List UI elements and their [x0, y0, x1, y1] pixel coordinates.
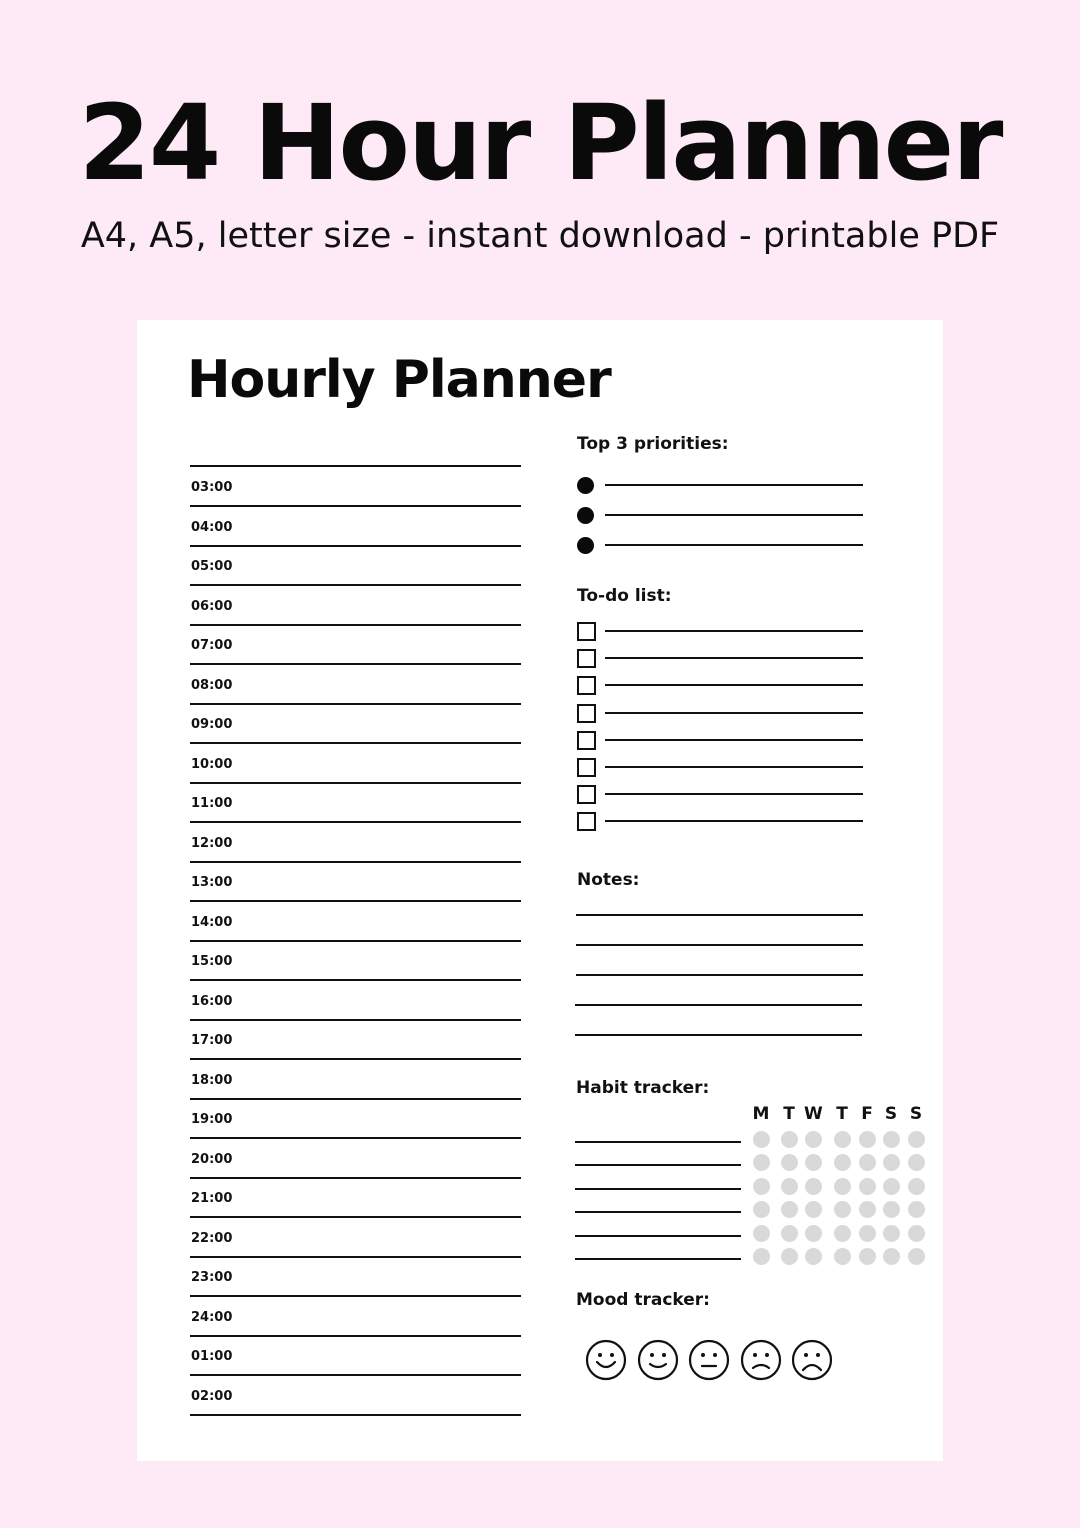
- hour-label: 24:00: [191, 1309, 233, 1325]
- notes-line[interactable]: [576, 974, 863, 976]
- hour-writing-line[interactable]: [190, 821, 521, 823]
- todo-line[interactable]: [605, 630, 863, 632]
- habit-dot[interactable]: [805, 1178, 822, 1195]
- habit-dot[interactable]: [883, 1154, 900, 1171]
- hour-label: 08:00: [191, 677, 233, 693]
- habit-dot[interactable]: [753, 1248, 770, 1265]
- hour-writing-line[interactable]: [190, 742, 521, 744]
- hour-writing-line[interactable]: [190, 1414, 521, 1416]
- habit-dot[interactable]: [805, 1154, 822, 1171]
- habit-dot[interactable]: [908, 1178, 925, 1195]
- habit-day-letter: S: [884, 1104, 898, 1124]
- todo-checkbox[interactable]: [577, 704, 596, 723]
- priorities-label: Top 3 priorities:: [577, 434, 729, 454]
- habit-dot[interactable]: [859, 1131, 876, 1148]
- hour-writing-line[interactable]: [190, 663, 521, 665]
- hour-writing-line[interactable]: [190, 782, 521, 784]
- hour-writing-line[interactable]: [190, 1256, 521, 1258]
- habit-dot[interactable]: [859, 1201, 876, 1218]
- todo-checkbox[interactable]: [577, 731, 596, 750]
- hour-label: 03:00: [191, 480, 233, 495]
- habit-dot[interactable]: [781, 1178, 798, 1195]
- mood-tracker-label: Mood tracker:: [576, 1290, 710, 1310]
- habit-day-letter: T: [836, 1104, 848, 1124]
- hour-label: 02:00: [191, 1388, 233, 1404]
- habit-dot[interactable]: [753, 1131, 770, 1148]
- notes-line[interactable]: [576, 914, 863, 916]
- habit-dot[interactable]: [781, 1225, 798, 1242]
- todo-checkbox[interactable]: [577, 785, 596, 804]
- habit-dot[interactable]: [753, 1201, 770, 1218]
- hour-label: 15:00: [191, 954, 233, 969]
- notes-line[interactable]: [575, 1004, 862, 1006]
- hour-label: 01:00: [191, 1349, 233, 1364]
- hour-writing-line[interactable]: [190, 900, 521, 902]
- hour-label: 07:00: [191, 638, 233, 653]
- hour-writing-line[interactable]: [190, 1374, 521, 1376]
- habit-dot[interactable]: [834, 1201, 851, 1218]
- happy-face-icon[interactable]: [637, 1339, 679, 1381]
- habit-dot[interactable]: [834, 1178, 851, 1195]
- todo-line[interactable]: [605, 820, 863, 822]
- todo-checkbox[interactable]: [577, 622, 596, 641]
- notes-line[interactable]: [576, 944, 863, 946]
- todo-checkbox[interactable]: [577, 812, 596, 831]
- habit-dot[interactable]: [805, 1201, 822, 1218]
- hour-writing-line[interactable]: [190, 1019, 521, 1021]
- hour-label: 16:00: [191, 993, 233, 1009]
- hour-writing-line[interactable]: [190, 624, 521, 626]
- habit-dot[interactable]: [908, 1154, 925, 1171]
- todo-line[interactable]: [605, 739, 863, 741]
- hour-writing-line[interactable]: [190, 979, 521, 981]
- hour-label: 18:00: [191, 1072, 233, 1088]
- habit-dot[interactable]: [908, 1248, 925, 1265]
- priority-bullet-icon: [577, 537, 594, 554]
- habit-name-line[interactable]: [575, 1188, 741, 1190]
- habit-dot[interactable]: [834, 1225, 851, 1242]
- hour-writing-line[interactable]: [190, 1137, 521, 1139]
- hour-label: 19:00: [191, 1112, 233, 1127]
- habit-dot[interactable]: [859, 1248, 876, 1265]
- hour-label: 12:00: [191, 835, 233, 851]
- sheet-title: Hourly Planner: [187, 350, 611, 410]
- very-happy-face-icon[interactable]: [585, 1339, 627, 1381]
- hour-label: 10:00: [191, 756, 233, 772]
- habit-dot[interactable]: [859, 1154, 876, 1171]
- planner-sheet: [137, 320, 943, 1461]
- habit-dot[interactable]: [781, 1131, 798, 1148]
- habit-dot[interactable]: [908, 1201, 925, 1218]
- notes-label: Notes:: [577, 870, 640, 890]
- hour-label: 20:00: [191, 1151, 233, 1167]
- hour-label: 05:00: [191, 559, 233, 574]
- habit-dot[interactable]: [753, 1225, 770, 1242]
- habit-dot[interactable]: [859, 1225, 876, 1242]
- habit-dot[interactable]: [781, 1154, 798, 1171]
- habit-dot[interactable]: [781, 1201, 798, 1218]
- hour-writing-line[interactable]: [190, 1177, 521, 1179]
- habit-dot[interactable]: [908, 1131, 925, 1148]
- todo-line[interactable]: [605, 793, 863, 795]
- hour-writing-line[interactable]: [190, 940, 521, 942]
- habit-dot[interactable]: [781, 1248, 798, 1265]
- hour-label: 06:00: [191, 598, 233, 614]
- priority-line[interactable]: [605, 544, 863, 546]
- habit-day-letter: W: [804, 1104, 823, 1124]
- hour-label: 22:00: [191, 1230, 233, 1246]
- page-headline: 24 Hour Planner: [78, 82, 1002, 204]
- habit-dot[interactable]: [805, 1131, 822, 1148]
- notes-line[interactable]: [575, 1034, 862, 1036]
- todo-line[interactable]: [605, 657, 863, 659]
- todo-line[interactable]: [605, 766, 863, 768]
- habit-dot[interactable]: [805, 1248, 822, 1265]
- hour-label: 23:00: [191, 1270, 233, 1285]
- habit-day-letter: S: [909, 1104, 923, 1124]
- habit-day-letter: F: [861, 1104, 873, 1124]
- hour-writing-line[interactable]: [190, 505, 521, 507]
- priority-bullet-icon: [577, 477, 594, 494]
- hour-writing-line[interactable]: [190, 703, 521, 705]
- habit-dot[interactable]: [834, 1131, 851, 1148]
- habit-dot[interactable]: [908, 1225, 925, 1242]
- neutral-face-icon[interactable]: [688, 1339, 730, 1381]
- habit-name-line[interactable]: [575, 1211, 741, 1213]
- habit-dot[interactable]: [753, 1178, 770, 1195]
- page-subtitle: A4, A5, letter size - instant download - printable PDF: [80, 216, 1000, 256]
- hour-writing-line[interactable]: [190, 861, 521, 863]
- habit-dot[interactable]: [859, 1178, 876, 1195]
- hour-writing-line[interactable]: [190, 545, 521, 547]
- hour-label: 14:00: [191, 914, 233, 930]
- todo-line[interactable]: [605, 684, 863, 686]
- habit-name-line[interactable]: [575, 1258, 741, 1260]
- hour-writing-line[interactable]: [190, 584, 521, 586]
- hour-label: 13:00: [191, 875, 233, 890]
- hour-writing-line[interactable]: [190, 1295, 521, 1297]
- habit-name-line[interactable]: [575, 1164, 741, 1166]
- habit-dot[interactable]: [883, 1178, 900, 1195]
- todo-checkbox[interactable]: [577, 649, 596, 668]
- habit-day-letter: T: [783, 1104, 795, 1124]
- todo-line[interactable]: [605, 712, 863, 714]
- habit-dot[interactable]: [834, 1248, 851, 1265]
- habit-tracker-label: Habit tracker:: [576, 1078, 710, 1098]
- hour-line-top: [190, 465, 521, 467]
- habit-dot[interactable]: [805, 1225, 822, 1242]
- hour-label: 21:00: [191, 1191, 233, 1206]
- habit-dot[interactable]: [834, 1154, 851, 1171]
- hour-label: 11:00: [191, 796, 233, 811]
- habit-dot[interactable]: [753, 1154, 770, 1171]
- habit-dot[interactable]: [883, 1201, 900, 1218]
- todo-label: To-do list:: [577, 586, 672, 606]
- habit-dot[interactable]: [883, 1248, 900, 1265]
- priority-line[interactable]: [605, 514, 863, 516]
- sad-face-icon[interactable]: [740, 1339, 782, 1381]
- habit-day-letter: M: [752, 1104, 770, 1124]
- todo-checkbox[interactable]: [577, 758, 596, 777]
- hour-writing-line[interactable]: [190, 1098, 521, 1100]
- todo-checkbox[interactable]: [577, 676, 596, 695]
- priority-bullet-icon: [577, 507, 594, 524]
- very-sad-face-icon[interactable]: [791, 1339, 833, 1381]
- hour-writing-line[interactable]: [190, 1216, 521, 1218]
- habit-dot[interactable]: [883, 1225, 900, 1242]
- hour-label: 04:00: [191, 519, 233, 535]
- hour-writing-line[interactable]: [190, 1058, 521, 1060]
- habit-name-line[interactable]: [575, 1141, 741, 1143]
- hour-writing-line[interactable]: [190, 1335, 521, 1337]
- priority-line[interactable]: [605, 484, 863, 486]
- habit-name-line[interactable]: [575, 1235, 741, 1237]
- hour-label: 17:00: [191, 1033, 233, 1048]
- hour-label: 09:00: [191, 717, 233, 732]
- habit-dot[interactable]: [883, 1131, 900, 1148]
